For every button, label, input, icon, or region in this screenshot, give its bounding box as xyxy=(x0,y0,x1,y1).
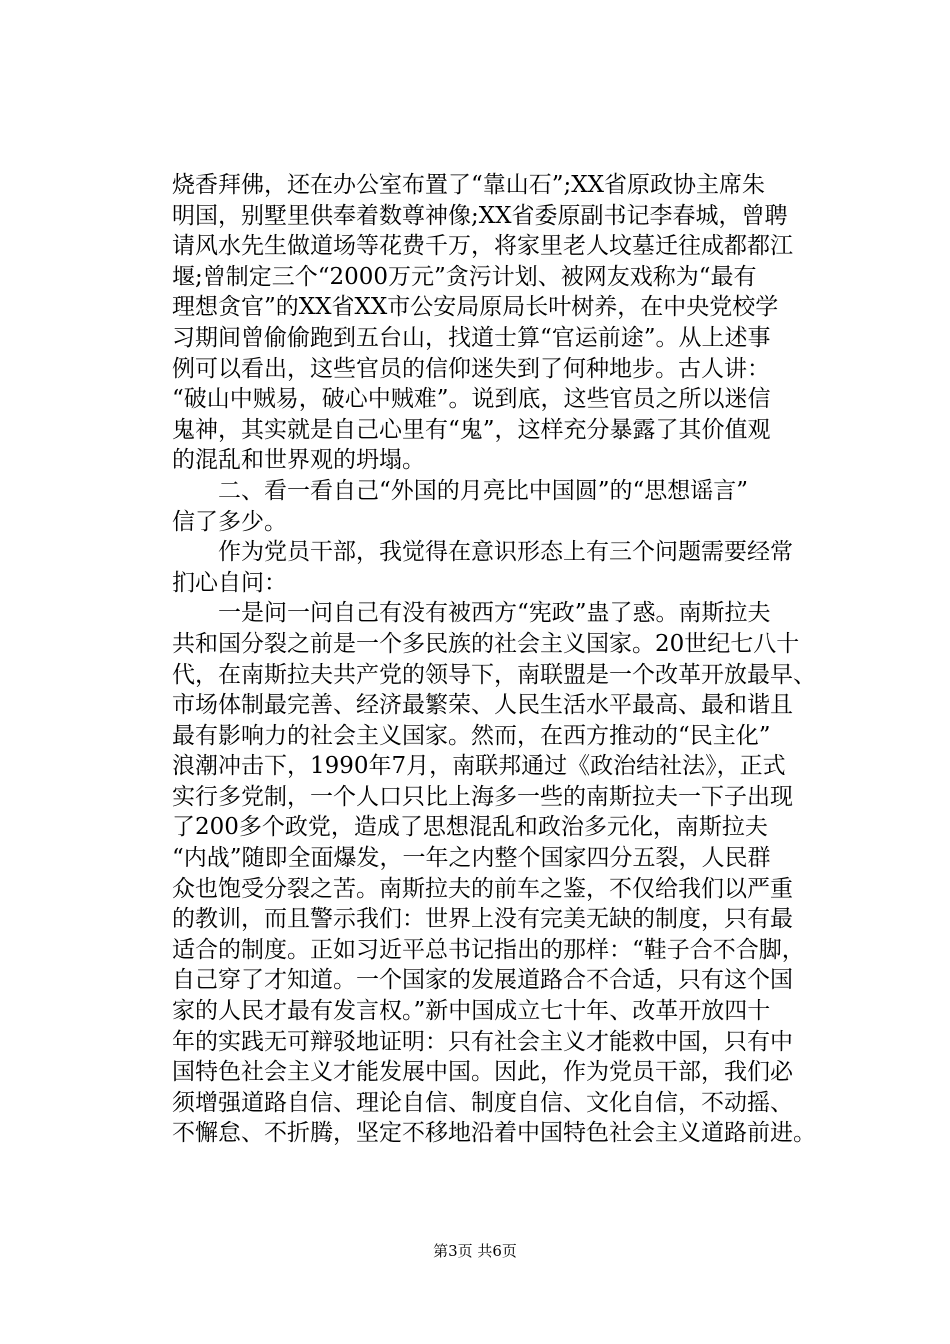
text-line: “破山中贼易，破心中贼难”。说到底，这些官员之所以迷信 xyxy=(172,386,771,413)
text-line: 代，在南斯拉夫共产党的领导下，南联盟是一个改革开放最早、 xyxy=(172,661,816,688)
text-line: 家的人民才最有发言权。”新中国成立七十年、改革开放四十 xyxy=(172,998,771,1025)
text-line: “内战”随即全面爆发，一年之内整个国家四分五裂，人民群 xyxy=(172,845,771,872)
text-line: 的教训，而且警示我们：世界上没有完美无缺的制度，只有最 xyxy=(172,906,793,933)
text-line: 适合的制度。正如习近平总书记指出的那样：“鞋子合不合脚， xyxy=(172,936,805,963)
text-line: 信了多少。 xyxy=(172,508,287,535)
text-line: 烧香拜佛，还在办公室布置了“靠山石”;XX省原政协主席朱 xyxy=(172,172,766,198)
text-line: 自己穿了才知道。一个国家的发展道路合不合适，只有这个国 xyxy=(172,967,793,994)
text-line: 扪心自问： xyxy=(172,569,287,596)
text-line: 鬼神，其实就是自己心里有“鬼”，这样充分暴露了其价值观 xyxy=(172,416,771,443)
text-line: 的混乱和世界观的坍塌。 xyxy=(172,447,425,474)
text-line: 不懈怠、不折腾，坚定不移地沿着中国特色社会主义道路前进。 xyxy=(172,1120,816,1147)
text-line: 众也饱受分裂之苦。南斯拉夫的前车之鉴，不仅给我们以严重 xyxy=(172,875,793,902)
text-line: 浪潮冲击下，1990年7月，南联邦通过《政治结社法》，正式 xyxy=(172,753,786,780)
text-line: 一是问一问自己有没有被西方“宪政”蛊了惑。南斯拉夫 xyxy=(172,600,771,627)
page-footer: 第3页 共6页 xyxy=(433,1242,517,1260)
text-line: 须增强道路自信、理论自信、制度自信、文化自信，不动摇、 xyxy=(172,1089,793,1116)
text-line: 例可以看出，这些官员的信仰迷失到了何种地步。古人讲： xyxy=(172,355,770,382)
text-line: 堰;曾制定三个“2000万元”贪污计划、被网友戏称为“最有 xyxy=(172,263,757,290)
text-line: 二、看一看自己“外国的月亮比中国圆”的“思想谣言” xyxy=(172,477,749,504)
text-line: 了200多个政党，造成了思想混乱和政治多元化，南斯拉夫 xyxy=(172,814,768,841)
text-line: 请风水先生做道场等花费千万，将家里老人坟墓迁往成都都江 xyxy=(172,233,793,260)
text-line: 作为党员干部，我觉得在意识形态上有三个问题需要经常 xyxy=(172,539,793,566)
text-line: 国特色社会主义才能发展中国。因此，作为党员干部，我们必 xyxy=(172,1059,793,1086)
text-line: 共和国分裂之前是一个多民族的社会主义国家。20世纪七八十 xyxy=(172,630,800,657)
text-line: 理想贪官”的XX省XX市公安局原局长叶树养，在中央党校学 xyxy=(172,294,779,321)
text-line: 最有影响力的社会主义国家。然而，在西方推动的“民主化” xyxy=(172,722,771,749)
text-line: 明国，别墅里供奉着数尊神像;XX省委原副书记李春城，曾聘 xyxy=(172,202,788,229)
text-line: 年的实践无可辩驳地证明：只有社会主义才能救中国，只有中 xyxy=(172,1028,793,1055)
text-line: 市场体制最完善、经济最繁荣、人民生活水平最高、最和谐且 xyxy=(172,692,793,719)
text-line: 习期间曾偷偷跑到五台山，找道士算“官运前途”。从上述事 xyxy=(172,324,771,351)
text-line: 实行多党制，一个人口只比上海多一些的南斯拉夫一下子出现 xyxy=(172,783,793,810)
body-text xyxy=(172,170,852,1149)
